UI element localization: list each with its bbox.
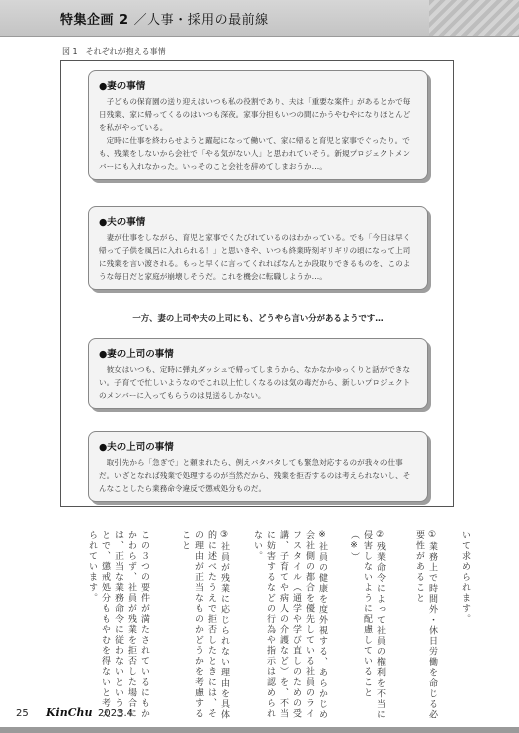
case-box-body bbox=[99, 231, 417, 283]
case-box-husband bbox=[88, 206, 428, 290]
case-box-body bbox=[99, 363, 417, 402]
vertical-paragraph: いて求められます。 bbox=[460, 530, 470, 625]
case-box-title: ●夫の事情 bbox=[99, 217, 146, 228]
case-paragraph: 取引先から「急ぎで」と頼まれたら、例えバタバタしても緊急対応するのが我々の仕事だ。いざとなれば残業で処理するのが当然だから、残業を拒否するのは考えられないし、そんなことしたら業務命令違反で懲戒処分ものだ。 bbox=[99, 458, 411, 493]
page-section-title bbox=[60, 9, 269, 28]
case-box-title: ●妻の上司の事情 bbox=[99, 349, 174, 360]
vertical-note: ※社員の健康を度外視する、あらかじめ会社側の都合を優先している社員のライフスタイル（通学や学び直しのための受講、子育てや病人の介護など）を、不当に妨害するなどの行為や指示は認められない。 bbox=[252, 530, 327, 720]
case-paragraph: 子どもの保育園の送り迎えはいつも私の役割であり、夫は「重要な案件」があるとかで毎日残業、家に帰ってくるのはいつも深夜。家事分担もいつの間にかうやむやになりほとんどを私がやっている。 bbox=[99, 97, 411, 132]
vertical-paragraph: この３つの要件が満たされているにもかかわらず、社員が残業を拒否した場合には、正当な業務命令に従わないということで、懲戒処分ももやむを得ないと考えられています。 bbox=[87, 530, 149, 719]
case-paragraph: 定時に仕事を終わらせようと躍起になって働いて、家に帰ると育児と家事でぐったり。でも、残業をしないから会社で「やる気がない人」と思われていそう。新規プロジェクトメンバーにも入れなかった。いっそのこと会社を辞めてしまおうか…。 bbox=[99, 136, 411, 171]
case-box-husband-boss bbox=[88, 431, 428, 502]
figure-caption: 図 1 それぞれが抱える事情 bbox=[62, 47, 166, 56]
case-box-body bbox=[99, 95, 417, 173]
issue-date: 2023.4 bbox=[98, 708, 133, 719]
case-box-body bbox=[99, 456, 417, 495]
vertical-list-item: ③社員が残業に応じられない理由を具体的に述べたうえで拒否したときには、その理由が正当なものかどうかを考慮すること bbox=[180, 530, 229, 720]
footer-rule bbox=[0, 727, 519, 733]
transition-text: 一方、妻の上司や夫の上司にも、どうやら言い分があるようです… bbox=[132, 313, 384, 323]
case-paragraph: 彼女はいつも、定時に弾丸ダッシュで帰ってしまうから、なかなかゆっくりと話ができない。子育てで忙しいようなのでこれ以上忙しくなるのは気の毒だから、新しいプロジェクトのメンバーに入ってもらうのは見送るしかない。 bbox=[99, 365, 411, 400]
vertical-list-item: ①業務上で時間外・休日労働を命じる必要性があること bbox=[414, 530, 437, 720]
case-box-wife-boss bbox=[88, 338, 428, 409]
case-box-title: ●妻の事情 bbox=[99, 81, 146, 92]
header-bar bbox=[0, 0, 519, 37]
section-title-main: 特集企画 2 bbox=[60, 13, 129, 28]
figure-frame bbox=[60, 60, 454, 507]
page-number: 25 bbox=[16, 708, 29, 719]
section-title-sub: ／人事・採用の最前線 bbox=[133, 13, 269, 28]
vertical-list-item: ②残業命令によって社員の権利を不当に侵害しないように配慮していること（※） bbox=[349, 530, 385, 720]
case-box-wife bbox=[88, 70, 428, 180]
case-box-title: ●夫の上司の事情 bbox=[99, 442, 174, 453]
magazine-brand: KinChu bbox=[46, 706, 93, 719]
case-paragraph: 妻が仕事をしながら、育児と家事でくたびれているのはわかっている。でも「今日は早く帰って子供を風呂に入れられる！」と思いきや、いつも終業時刻ギリギリの頃になって上司に残業を言い渡される。もっと早くに言ってくれればなんとか段取りできるものを、このような毎日だと家庭が崩壊しそうだ。これを機会に転職しようか…。 bbox=[99, 233, 411, 281]
